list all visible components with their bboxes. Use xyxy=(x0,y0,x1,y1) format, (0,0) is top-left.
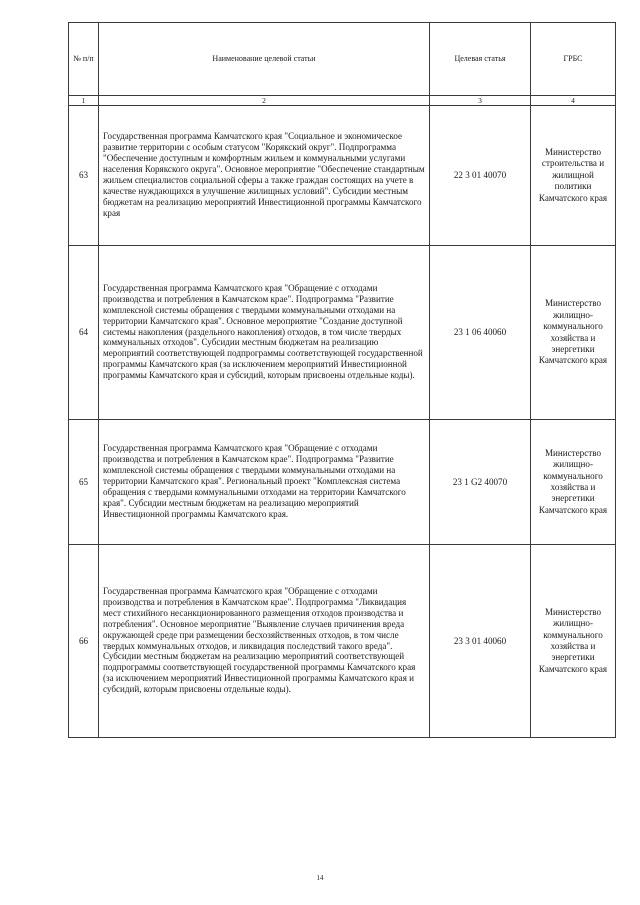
column-number: 3 xyxy=(430,96,531,106)
grbs-name: Министерство жилищно-коммунального хозяйства и энергетики Камчатского края xyxy=(531,420,616,545)
row-number: 66 xyxy=(69,545,99,738)
grbs-name: Министерство жилищно-коммунального хозяйства и энергетики Камчатского края xyxy=(531,246,616,420)
row-number: 65 xyxy=(69,420,99,545)
grbs-name: Министерство строительства и жилищной политики Камчатского края xyxy=(531,106,616,246)
header-name: Наименование целевой статьи xyxy=(99,23,430,96)
table-row xyxy=(69,545,616,738)
target-item-code: 22 3 01 40070 xyxy=(430,106,531,246)
target-item-code: 23 1 G2 40070 xyxy=(430,420,531,545)
header-grbs: ГРБС xyxy=(531,23,616,96)
table-row xyxy=(69,246,616,420)
target-item-name: Государственная программа Камчатского края "Обращение с отходами производства и потребления в Камчатском крае". Подпрограмма "Развитие комплексной системы обращения с твердыми коммунальными отходами на территории Камчатского края". Региональный проект "Комплексная система обращения с твердыми коммунальными отходами на территории Камчатского края". Субсидии местным бюджетам на реализацию мероприятий Инвестиционной программы Камчатского края. xyxy=(99,420,430,545)
column-number: 4 xyxy=(531,96,616,106)
header-number: № п/п xyxy=(69,23,99,96)
budget-classification-table xyxy=(68,22,616,738)
page-number: 14 xyxy=(316,874,324,882)
grbs-name: Министерство жилищно-коммунального хозяйства и энергетики Камчатского края xyxy=(531,545,616,738)
row-number: 63 xyxy=(69,106,99,246)
target-item-name: Государственная программа Камчатского края "Обращение с отходами производства и потребления в Камчатском крае". Подпрограмма "Развитие комплексной системы обращения с твердыми коммунальными отходами на территории Камчатского края". Основное мероприятие "Создание доступной системы накопления (раздельного накопления) отходов, в том числе твердых коммунальных отходов". Субсидии местным бюджетам на реализацию мероприятий соответствующей подпрограммы соответствующей государственной программы Камчатского края (за исключением мероприятий Инвестиционной программы Камчатского края и субсидий, которым присвоены отдельные коды). xyxy=(99,246,430,420)
target-item-code: 23 3 01 40060 xyxy=(430,545,531,738)
target-item-code: 23 1 06 40060 xyxy=(430,246,531,420)
row-number: 64 xyxy=(69,246,99,420)
table-row xyxy=(69,420,616,545)
header-code: Целевая статья xyxy=(430,23,531,96)
column-numbers-row xyxy=(69,96,616,106)
table-header-row xyxy=(69,23,616,96)
target-item-name: Государственная программа Камчатского края "Обращение с отходами производства и потребления в Камчатском крае". Подпрограмма "Ликвидация мест стихийного несанкционированного размещения отходов производства и потребления". Основное мероприятие "Выявление случаев причинения вреда окружающей среде при размещении бесхозяйственных отходов, в том числе твердых коммунальных отходов, и ликвидация последствий такого вреда". Субсидии местным бюджетам на реализацию мероприятий соответствующей подпрограммы соответствующей государственной программы Камчатского края (за исключением мероприятий Инвестиционной программы Камчатского края и субсидий, которым присвоены отдельные коды). xyxy=(99,545,430,738)
target-item-name: Государственная программа Камчатского края "Социальное и экономическое развитие территории с особым статусом "Корякский округ". Подпрограмма "Обеспечение доступным и комфортным жильем и коммунальными услугами населения Корякского округа". Основное мероприятие "Обеспечение стандартным жильем специалистов социальной сферы а также граждан состоящих на учете в качестве нуждающихся в улучшение жилищных условий". Субсидии местным бюджетам на реализацию мероприятий Инвестиционной программы Камчатского края xyxy=(99,106,430,246)
column-number: 2 xyxy=(99,96,430,106)
column-number: 1 xyxy=(69,96,99,106)
table-row xyxy=(69,106,616,246)
